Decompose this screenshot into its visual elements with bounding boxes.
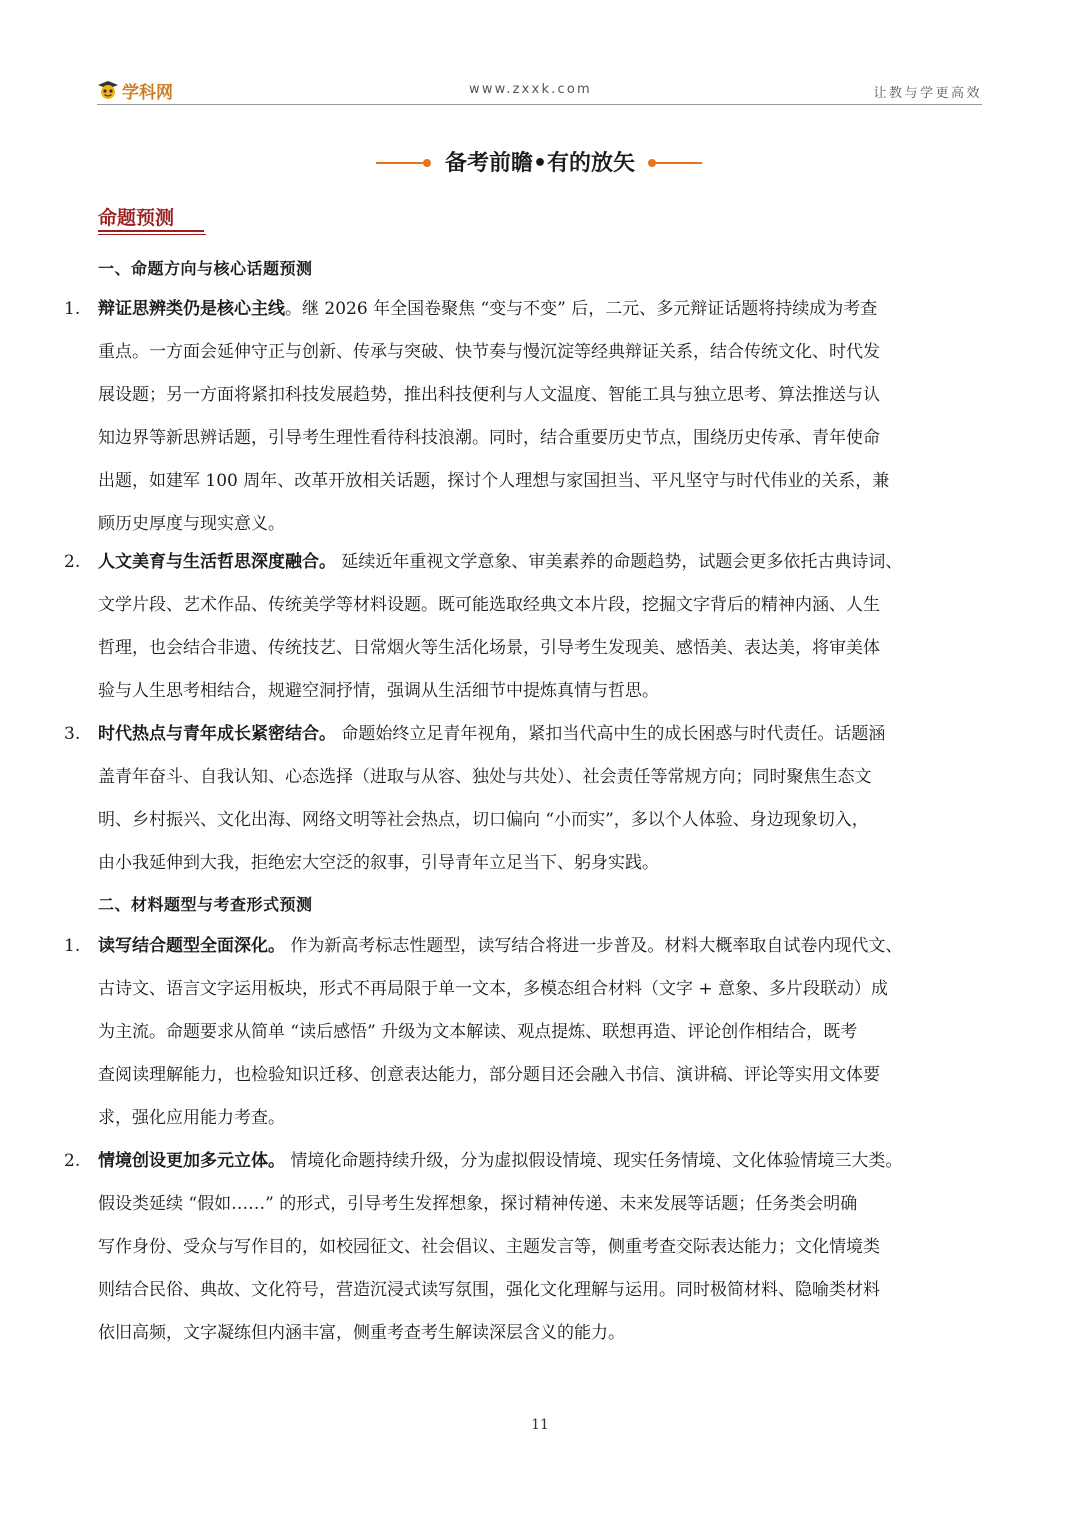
section-underline-thin: [98, 234, 206, 235]
line-text: 盖青年奋斗、自我认知、心态选择（进取与从容、独处与共处）、社会责任等常规方向；同时聚焦生态文: [98, 767, 872, 787]
line-text: 假设类延续 “假如……” 的形式，引导考生发挥想象，探讨精神传递、未来发展等话题；任务类会明确: [98, 1194, 858, 1214]
paragraph-line: [64, 842, 984, 885]
line-text: 由小我延伸到大我，拒绝宏大空泛的叙事，引导青年立足当下、躬身实践。: [98, 853, 659, 873]
paragraph-line: [64, 331, 984, 374]
line-text: 验与人生思考相结合，规避空洞抒情，强调从生活细节中提炼真情与哲思。: [98, 681, 659, 701]
paragraph-line: [64, 584, 984, 627]
banner-dot-left: [423, 159, 431, 167]
item-number: 3.: [64, 724, 81, 744]
paragraph-line: [64, 288, 984, 331]
subheading-1: 一、命题方向与核心话题预测: [98, 259, 313, 278]
banner-line-left: [376, 162, 426, 164]
page-number: 11: [531, 1417, 549, 1433]
line-text: 则结合民俗、典故、文化符号，营造沉浸式读写氛围，强化文化理解与运用。同时极简材料、隐喻类材料: [98, 1280, 880, 1300]
paragraph-line: [64, 1269, 984, 1312]
line-text: 。继 2026 年全国卷聚焦 “变与不变” 后，二元、多元辩证话题将持续成为考查: [285, 299, 878, 319]
paragraph-line: [64, 541, 984, 584]
item-lead: 情境创设更加多元立体。: [98, 1151, 285, 1171]
line-text: 情境化命题持续升级，分为虚拟假设情境、现实任务情境、文化体验情境三大类。: [285, 1151, 903, 1171]
item-number: 2.: [64, 1151, 81, 1171]
paragraph-line: [64, 1097, 984, 1140]
paragraph-line: [64, 1312, 984, 1355]
paragraph-line: [64, 1011, 984, 1054]
line-text: 命题始终立足青年视角，紧扣当代高中生的成长困惑与时代责任。话题涵: [336, 724, 886, 744]
line-text: 写作身份、受众与写作目的，如校园征文、社会倡议、主题发言等，侧重考查交际表达能力；文化情境类: [98, 1237, 880, 1257]
paragraph-line: [64, 627, 984, 670]
line-text: 作为新高考标志性题型，读写结合将进一步普及。材料大概率取自试卷内现代文、: [285, 936, 903, 956]
paragraph-line: [64, 417, 984, 460]
line-text: 为主流。命题要求从简单 “读后感悟” 升级为文本解读、观点提炼、联想再造、评论创作相结合，既考: [98, 1022, 858, 1042]
paragraph-line: [64, 968, 984, 1011]
line-text: 明、乡村振兴、文化出海、网络文明等社会热点，切口偏向 “小而实”，多以个人体验、身边现象切入，: [98, 810, 869, 830]
site-logo[interactable]: [97, 78, 173, 102]
numbered-paragraph: [64, 713, 984, 885]
paragraph-line: [64, 1226, 984, 1269]
line-text: 顾历史厚度与现实意义。: [98, 514, 285, 534]
page-header: [97, 78, 982, 105]
banner-line-right: [652, 162, 702, 164]
logo-text: 学科网: [122, 82, 173, 103]
paragraph-line: [64, 460, 984, 503]
numbered-paragraph: [64, 925, 984, 1140]
section-underline: [98, 230, 204, 232]
subheading-2: 二、材料题型与考查形式预测: [98, 895, 313, 914]
line-text: 哲理，也会结合非遗、传统技艺、日常烟火等生活化场景，引导考生发现美、感悟美、表达美，将审美体: [98, 638, 880, 658]
line-text: 求，强化应用能力考查。: [98, 1108, 285, 1128]
paragraph-line: [64, 503, 984, 546]
line-text: 延续近年重视文学意象、审美素养的命题趋势，试题会更多依托古典诗词、: [336, 552, 903, 572]
item-lead: 读写结合题型全面深化。: [98, 936, 285, 956]
line-text: 依旧高频，文字凝练但内涵丰富，侧重考查考生解读深层含义的能力。: [98, 1323, 625, 1343]
item-number: 1.: [64, 936, 81, 956]
paragraph-line: [64, 756, 984, 799]
paragraph-line: [64, 799, 984, 842]
paragraph-line: [64, 713, 984, 756]
paragraph-line: [64, 1140, 984, 1183]
item-lead: 人文美育与生活哲思深度融合。: [98, 552, 336, 572]
line-text: 出题，如建军 100 周年、改革开放相关话题，探讨个人理想与家国担当、平凡坚守与时代伟业的关系，兼: [98, 471, 890, 491]
item-number: 1.: [64, 299, 81, 319]
line-text: 知边界等新思辨话题，引导考生理性看待科技浪潮。同时，结合重要历史节点，围绕历史传承、青年使命: [98, 428, 880, 448]
line-text: 文学片段、艺术作品、传统美学等材料设题。既可能选取经典文本片段，挖掘文字背后的精神内涵、人生: [98, 595, 880, 615]
paragraph-line: [64, 1183, 984, 1226]
section-title-text: 命题预测: [98, 207, 175, 229]
paragraph-line: [64, 925, 984, 968]
paragraph-line: [64, 1054, 984, 1097]
item-lead: 时代热点与青年成长紧密结合。: [98, 724, 336, 744]
slogan: 让教与学更高效: [873, 86, 982, 101]
line-text: 查阅读理解能力，也检验知识迁移、创意表达能力，部分题目还会融入书信、演讲稿、评论等实用文体要: [98, 1065, 880, 1085]
section-title: [98, 203, 174, 230]
line-text: 古诗文、语言文字运用板块，形式不再局限于单一文本，多模态组合材料（文字 + 意象、多片段联动）成: [98, 979, 889, 999]
paragraph-line: [64, 670, 984, 713]
banner-title: 备考前瞻•有的放矢: [444, 151, 636, 176]
item-lead: 辩证思辨类仍是核心主线: [98, 299, 285, 319]
numbered-paragraph: [64, 288, 984, 546]
graduate-face-icon: [97, 80, 119, 100]
paragraph-line: [64, 374, 984, 417]
numbered-paragraph: [64, 1140, 984, 1355]
item-number: 2.: [64, 552, 81, 572]
line-text: 展设题；另一方面将紧扣科技发展趋势，推出科技便利与人文温度、智能工具与独立思考、算法推送与认: [98, 385, 880, 405]
chapter-banner: [376, 146, 702, 178]
site-url[interactable]: www.zxxk.com: [469, 82, 592, 97]
line-text: 重点。一方面会延伸守正与创新、传承与突破、快节奏与慢沉淀等经典辩证关系，结合传统文化、时代发: [98, 342, 880, 362]
numbered-paragraph: [64, 541, 984, 713]
